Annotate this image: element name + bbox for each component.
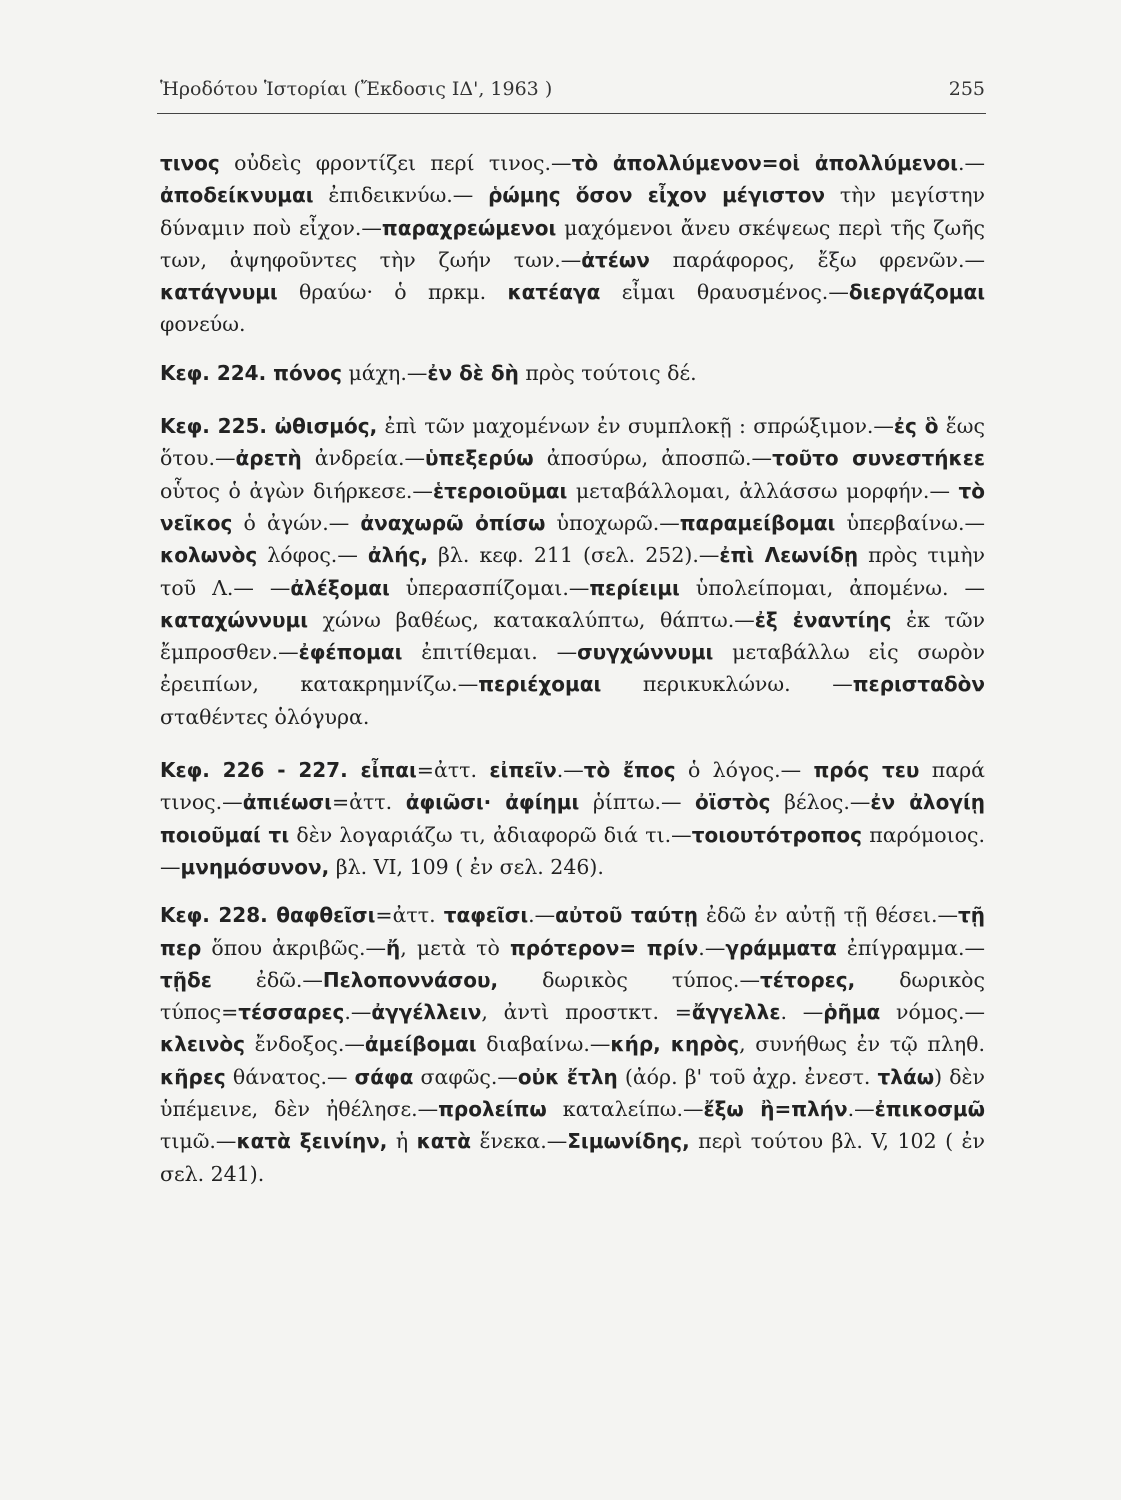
lemma-term: παραμείβομαι — [679, 510, 836, 535]
gloss-text: . — — [780, 1000, 824, 1025]
lemma-term: ἀπιέωσι — [242, 790, 332, 815]
lemma-term: διεργάζομαι — [848, 280, 985, 305]
lemma-term: πρότερον= πρίν — [509, 935, 699, 960]
gloss-text: πρὸς τιμὴν τοῦ Λ.— — — [160, 543, 985, 600]
gloss-text: σαφῶς.— — [413, 1064, 518, 1089]
lemma-term: γράμματα — [725, 935, 837, 960]
gloss-text: φονεύω. — [160, 312, 246, 337]
gloss-text: ἡ — [387, 1129, 417, 1154]
gloss-text: ἐπὶ τῶν μαχομένων ἐν συμπλοκῇ : σπρώξιμον.— — [377, 414, 894, 439]
gloss-text: .— — [957, 151, 985, 175]
lemma-term: ἀναχωρῶ ὀπίσω — [360, 510, 546, 535]
running-header — [160, 78, 985, 100]
gloss-text: δὲν λογαριάζω τι, ἀδιαφορῶ διά τι.— — [289, 822, 692, 847]
lemma-term: Κεφ. 225. ὠθισμός, — [160, 414, 378, 439]
lemma-term: αὐτοῦ ταύτῃ — [555, 903, 698, 928]
lemma-term: ῥῆμα — [823, 1000, 881, 1025]
paragraph-chapter-224 — [160, 357, 985, 389]
gloss-text: (ἀόρ. β' τοῦ ἀχρ. ἐνεστ. — [617, 1064, 878, 1089]
gloss-text: θάνατος.— — [225, 1064, 355, 1089]
gloss-text: ἐπιδεικνύω.— — [313, 183, 489, 208]
gloss-text: ἕως ὅτου.— — [160, 414, 985, 471]
running-title: Ἡροδότου Ἱστορίαι (Ἔκδοσις ΙΔ', 1963 ) — [160, 78, 553, 100]
lemma-term: ἐφέπομαι — [298, 640, 403, 665]
gloss-text: ἐδῶ.— — [211, 967, 323, 992]
lemma-term: τὸ νεῖκος — [160, 478, 985, 535]
lemma-term: ἀμείβομαι — [364, 1032, 477, 1057]
page-number: 255 — [948, 78, 985, 100]
gloss-text: οὐδεὶς φροντίζει περί τινος.— — [219, 151, 572, 175]
gloss-text: δωρικὸς τύπος.— — [498, 967, 760, 992]
paragraph-intro — [160, 147, 985, 341]
gloss-text: σταθέντες ὁλόγυρα. — [160, 704, 370, 729]
lemma-term: συγχώννυμι — [577, 640, 714, 665]
gloss-text: τὴν μεγίστην δύναμιν ποὺ εἶχον.— — [160, 183, 985, 240]
gloss-text: ὁ λόγος.— — [675, 758, 814, 783]
gloss-text: ) δὲν ὑπέμεινε, δὲν ἠθέλησε.— — [160, 1064, 986, 1122]
gloss-text: οὗτος ὁ ἀγὼν διήρκεσε.— — [160, 478, 433, 503]
lemma-term: κήρ, κηρὸς — [610, 1032, 740, 1057]
lemma-term: ἐπὶ Λεωνίδῃ — [719, 543, 859, 568]
gloss-text: ὑπερασπίζομαι.— — [389, 575, 590, 600]
gloss-text: ἕνεκα.— — [471, 1129, 568, 1154]
lemma-term: Σιμωνίδης, — [567, 1129, 690, 1154]
lemma-term: κλεινὸς — [160, 1032, 246, 1057]
gloss-text: .— — [528, 903, 556, 928]
gloss-text: βλ. VI, 109 ( ἐν σελ. 246). — [329, 854, 604, 879]
gloss-text: , ἀντὶ προστκτ. = — [481, 1000, 692, 1025]
gloss-text: =ἀττ. — [416, 758, 490, 783]
lemma-term: ἐς ὃ — [893, 414, 939, 439]
lemma-term: ὀϊστὸς — [695, 790, 771, 815]
gloss-text: λόφος.— — [257, 543, 368, 568]
gloss-text: τιμῶ.— — [160, 1129, 237, 1154]
lemma-term: ἤ — [385, 935, 401, 960]
lemma-term: κατάγνυμι — [160, 280, 278, 305]
lemma-term: τῇδε — [160, 967, 212, 992]
lemma-term: κατὰ ξεινίην, — [236, 1129, 388, 1154]
gloss-text: ἐπίγραμμα.— — [836, 935, 985, 960]
lemma-term: ἔξω ἢ=πλήν — [703, 1097, 848, 1122]
gloss-text: =ἀττ. — [375, 903, 444, 928]
lemma-term: εἰπεῖν — [489, 758, 557, 783]
lemma-term: τέσσαρες — [238, 1000, 345, 1025]
lemma-term: Κεφ. 228. θαφθεῖσι — [160, 903, 376, 928]
lemma-term: ἐπικοσμῶ — [874, 1097, 985, 1122]
header-rule — [157, 113, 986, 114]
gloss-text: ὁ ἀγών.— — [232, 510, 361, 535]
lemma-term: πρός τευ — [813, 758, 920, 783]
lemma-term: τοιουτότροπος — [691, 822, 862, 847]
gloss-text: χώνω βαθέως, κατακαλύπτω, θάπτω.— — [308, 607, 755, 632]
lemma-term: τινος — [160, 151, 220, 175]
lemma-term: τέτορες, — [759, 967, 856, 992]
gloss-text: εἶμαι θραυσμένος.— — [600, 280, 849, 305]
gloss-text: παράφορος, ἔξω φρενῶν.— — [649, 247, 985, 272]
gloss-text: ἀνδρεία.— — [301, 446, 426, 471]
lemma-term: ἀλέξομαι — [290, 575, 390, 600]
gloss-text: βλ. κεφ. 211 (σελ. 252).— — [427, 543, 720, 568]
gloss-text: μεταβάλλω εἰς σωρὸν ἐρειπίων, κατακρημνίζω.— — [160, 640, 985, 697]
paragraph-chapter-228 — [160, 899, 985, 1190]
lemma-term: παραχρεώμενοι — [381, 215, 557, 240]
gloss-text: , μετὰ τὸ — [400, 935, 510, 960]
gloss-text: ἀποσύρω, ἀποσπῶ.— — [533, 446, 773, 471]
lemma-term: ἀλής, — [367, 543, 428, 568]
gloss-text: διαβαίνω.— — [476, 1032, 611, 1057]
lemma-term: Κεφ. 224. πόνος — [160, 360, 342, 385]
commentary-body — [160, 147, 985, 1190]
lemma-term: τοῦτο συνεστήκεε — [772, 446, 985, 471]
lemma-term: ὑπεξερύω — [425, 446, 534, 471]
gloss-text: παρά τινος.— — [160, 758, 985, 815]
gloss-text: ἐκ τῶν ἔμπροσθεν.— — [160, 607, 985, 665]
lemma-term: τὸ ἀπολλύμενον=οἱ ἀπολλύμενοι — [571, 151, 958, 175]
gloss-text: .— — [556, 758, 584, 783]
lemma-term: μνημόσυνον, — [180, 854, 330, 879]
paragraph-chapter-226-227 — [160, 754, 985, 883]
gloss-text: περικυκλώνω. — — [601, 672, 853, 697]
lemma-term: κολωνὸς — [160, 543, 258, 568]
gloss-text: δωρικὸς τύπος= — [160, 967, 985, 1025]
lemma-term: ἀρετὴ — [235, 446, 302, 471]
lemma-term: περισταδὸν — [852, 672, 985, 697]
lemma-term: ἄγγελλε — [691, 1000, 781, 1025]
lemma-term: ἀφιῶσι· ἀφίημι — [405, 790, 580, 815]
gloss-text: .— — [698, 935, 726, 960]
lemma-term: ἐξ ἐναντίης — [754, 607, 892, 632]
gloss-text: θραύω· ὁ πρκμ. — [277, 280, 508, 305]
gloss-text: =ἀττ. — [331, 790, 406, 815]
lemma-term: σάφα — [354, 1064, 414, 1089]
gloss-text: ῥίπτω.— — [579, 790, 696, 815]
lemma-term: ἀγγέλλειν — [371, 1000, 482, 1025]
lemma-term: Κεφ. 226 - 227. εἶπαι — [160, 758, 417, 783]
lemma-term: τῇ περ — [160, 903, 985, 960]
gloss-text: βέλος.— — [770, 790, 871, 815]
gloss-text: ὑπερβαίνω.— — [835, 510, 985, 535]
lemma-term: Πελοποννάσου, — [322, 967, 499, 992]
lemma-term: ἀτέων — [581, 247, 650, 272]
gloss-text: μαχόμενοι ἄνευ σκέψεως περὶ τῆς ζωῆς των, ἀψηφοῦντες τὴν ζωήν των.— — [160, 215, 985, 272]
gloss-text: ἔνδοξος.— — [245, 1032, 365, 1057]
lemma-term: οὐκ ἔτλη — [517, 1064, 618, 1089]
lemma-term: ἀποδείκνυμαι — [160, 183, 314, 208]
lemma-term: τὸ ἔπος — [583, 758, 676, 783]
gloss-text: ὑποχωρῶ.— — [545, 510, 680, 535]
lemma-term: περίειμι — [589, 575, 680, 600]
gloss-text: παρόμοιος.— — [160, 822, 985, 879]
gloss-text: , συνήθως ἐν τῷ πληθ. — [739, 1032, 985, 1057]
paragraph-chapter-225 — [160, 410, 985, 733]
lemma-term: καταχώννυμι — [160, 607, 308, 632]
gloss-text: καταλείπω.— — [546, 1097, 704, 1122]
gloss-text: περὶ τούτου βλ. V, 102 ( ἐν σελ. 241). — [160, 1129, 985, 1186]
lemma-term: κῆρες — [160, 1064, 226, 1089]
gloss-text: μάχη.— — [341, 360, 428, 385]
lemma-term: κατὰ — [416, 1129, 472, 1154]
gloss-text: ὑπολείπομαι, ἀπομένω. — — [679, 575, 985, 600]
lemma-term: ἑτεροιοῦμαι — [432, 478, 568, 503]
lemma-term: ἐν ἀλογίῃ ποιοῦμαί τι — [160, 790, 985, 847]
lemma-term: κατέαγα — [507, 280, 601, 305]
lemma-term: τλάω — [877, 1064, 935, 1089]
gloss-text: ἐδῶ ἐν αὐτῇ τῇ θέσει.— — [697, 903, 958, 928]
lemma-term: ῥώμης ὅσον εἶχον μέγιστον — [488, 183, 826, 208]
gloss-text: πρὸς τούτοις δέ. — [518, 360, 697, 385]
lemma-term: περιέχομαι — [478, 672, 602, 697]
lemma-term: προλείπω — [438, 1097, 547, 1122]
lemma-term: ἐν δὲ δὴ — [427, 360, 519, 385]
gloss-text: νόμος.— — [880, 1000, 985, 1025]
lemma-term: ταφεῖσι — [443, 903, 529, 928]
gloss-text: .— — [344, 1000, 372, 1025]
gloss-text: ἐπιτίθεμαι. — — [402, 640, 578, 665]
gloss-text: ὅπου ἀκριβῶς.— — [201, 935, 386, 960]
gloss-text: μεταβάλλομαι, ἀλλάσσω μορφήν.— — [567, 478, 959, 503]
gloss-text: .— — [847, 1097, 875, 1122]
